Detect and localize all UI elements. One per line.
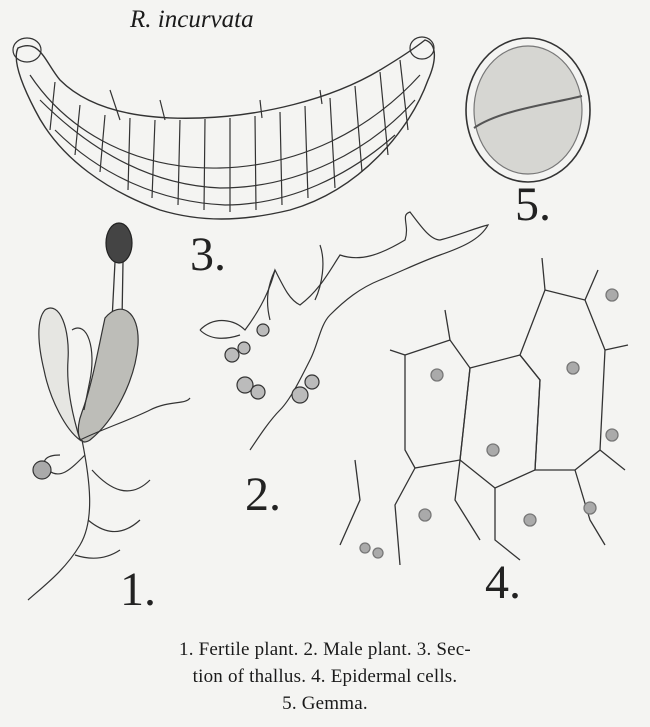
figure-number-2: 2. (245, 468, 281, 521)
figure-number-5: 5. (515, 178, 551, 231)
caption-line: 5. Gemma. (282, 693, 368, 714)
fertile-plant (28, 223, 190, 600)
plate-title: R. incurvata (130, 6, 254, 33)
thallus-section (13, 37, 434, 219)
figure-number-1: 1. (120, 563, 156, 616)
epidermal-cells (340, 258, 628, 565)
figure-number-3: 3. (190, 228, 226, 281)
figure-number-4: 4. (485, 556, 521, 609)
caption-line: 1. Fertile plant. 2. Male plant. 3. Sec- (179, 639, 471, 660)
caption-line: tion of thallus. 4. Epidermal cells. (192, 666, 458, 687)
male-plant (200, 212, 488, 450)
gemma (466, 38, 590, 182)
figure-caption (40, 636, 610, 717)
